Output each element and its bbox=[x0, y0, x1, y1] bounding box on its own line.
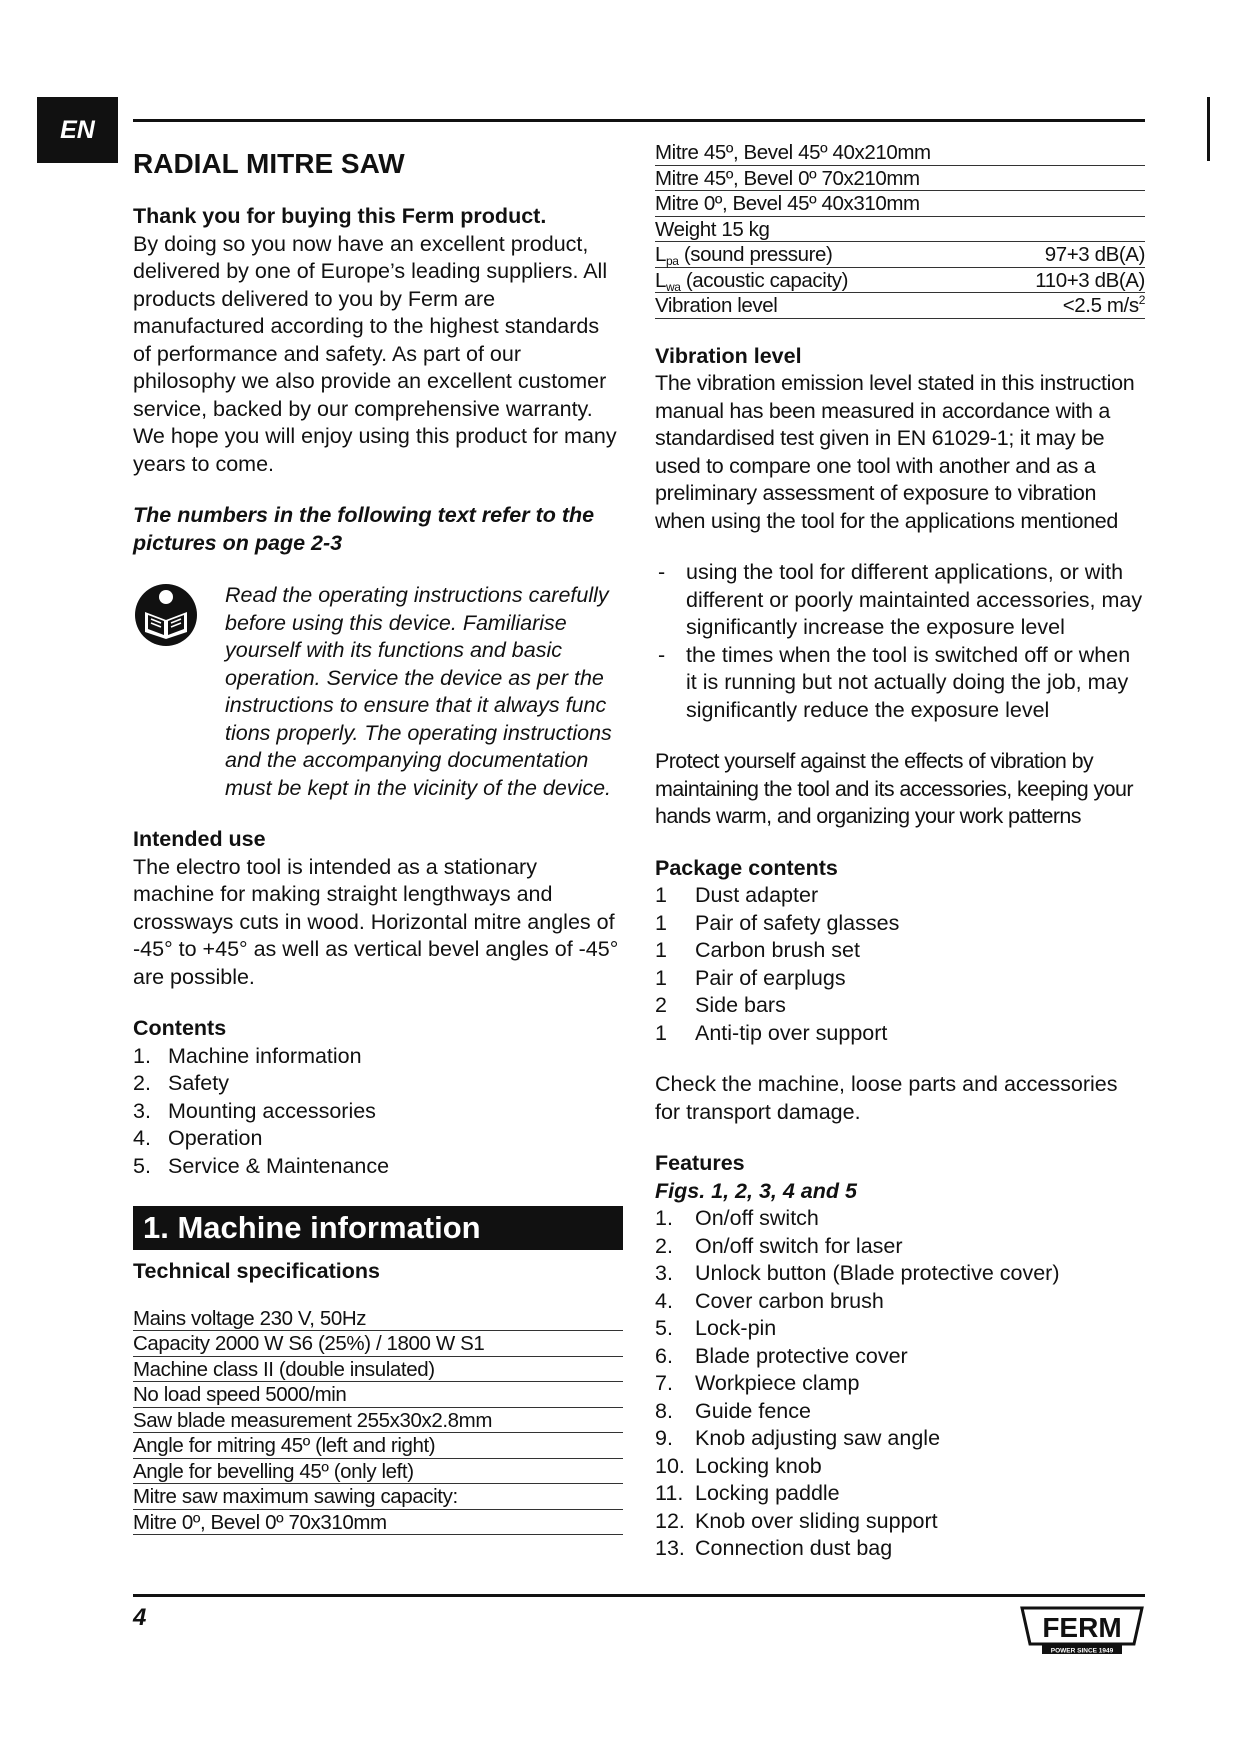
check-text: Check the machine, loose parts and accessories for transport damage. bbox=[655, 1072, 1118, 1124]
right-column bbox=[655, 140, 1145, 1563]
intended-use-heading: Intended use bbox=[133, 827, 266, 851]
list-item: 1 Pair of earplugs bbox=[655, 965, 846, 990]
list-item: 1 Pair of safety glasses bbox=[655, 910, 900, 935]
list-item: 5. Service & Maintenance bbox=[133, 1153, 390, 1178]
list-item: 3. Unlock button (Blade protective cover) bbox=[655, 1261, 1060, 1285]
list-item: 13. Connection dust bag bbox=[655, 1536, 893, 1560]
spec-row: Mitre 0º, Bevel 0º 70x310mm bbox=[133, 1510, 623, 1536]
document-title: RADIAL MITRE SAW bbox=[133, 148, 405, 179]
spec-row: Mitre 0º, Bevel 45º 40x310mm bbox=[655, 191, 1145, 217]
list-item: 11. Locking paddle bbox=[655, 1481, 840, 1505]
list-item: 6. Blade protective cover bbox=[655, 1343, 908, 1368]
ferm-logo bbox=[1020, 1604, 1144, 1656]
list-item: 9. Knob adjusting saw angle bbox=[655, 1426, 941, 1450]
spec-row: Angle for bevelling 45º (only left) bbox=[133, 1459, 623, 1485]
features-list bbox=[655, 1205, 1145, 1563]
spec-row: Mitre 45º, Bevel 45º 40x210mm bbox=[655, 140, 1145, 166]
spec-table-right bbox=[655, 140, 1145, 319]
spec-row: Mitre 45º, Bevel 0º 70x210mm bbox=[655, 166, 1145, 192]
spec-row: Capacity 2000 W S6 (25%) / 1800 W S1 bbox=[133, 1331, 623, 1357]
vibration-body: The vibration emission level stated in this instruction manual has been measured in accordance with a standardised test given in EN 61029-1; it may be used to compare one tool with another and as a preliminary assessment of exposure to vibration when using the tool for the applications mentioned bbox=[655, 371, 1135, 533]
spec-table-left bbox=[133, 1306, 623, 1536]
list-item: 7. Workpiece clamp bbox=[655, 1371, 860, 1395]
protect-text: Protect yourself against the effects of vibration by maintaining the tool and its accessories, keeping your hands warm, and organizing your work patterns bbox=[655, 749, 1133, 828]
features-figs: Figs. 1, 2, 3, 4 and 5 bbox=[655, 1178, 857, 1203]
list-item: 1. On/off switch bbox=[655, 1206, 819, 1230]
top-rule bbox=[133, 119, 1145, 122]
list-item: 1 Anti-tip over support bbox=[655, 1020, 888, 1045]
notice-text: Read the operating instructions carefully before using this device. Familiarise yourself with its functions and basic operation. Service the device as per the instructions to ensure that it always func tions properly. The operating instructions and the accompanying documentation must be kept in the vicinity of the device. bbox=[225, 583, 612, 800]
contents-heading: Contents bbox=[133, 1016, 227, 1040]
contents-list bbox=[133, 1043, 623, 1181]
spec-row: Angle for mitring 45º (left and right) bbox=[133, 1433, 623, 1459]
page-number: 4 bbox=[133, 1604, 147, 1631]
language-tab: EN bbox=[37, 97, 118, 163]
package-heading: Package contents bbox=[655, 855, 838, 880]
spec-row-vibration: Vibration level <2.5 $m/s^2$ bbox=[655, 293, 1145, 317]
spec-row: Machine class II (double insulated) bbox=[133, 1357, 623, 1383]
thanks-body: By doing so you now have an excellent product, delivered by one of Europe’s leading suppliers. All products delivered to you by Ferm are manufactured according to the highest standards of performance and safety. As part of our philosophy we also provide an excellent customer service, backed by our comprehensive warranty. We hope you will enjoy using this product for many years to come. bbox=[133, 231, 617, 476]
pictures-note: The numbers in the following text refer to the pictures on page 2-3 bbox=[133, 503, 595, 555]
list-item: 2. On/off switch for laser bbox=[655, 1233, 903, 1258]
logo-tagline: POWER SINCE 1949 bbox=[1050, 1647, 1114, 1655]
spec-row-lpa: $L_{pa}$ (sound pressure) 97+3 dB(A) bbox=[655, 243, 1145, 268]
logo-wordmark: FERM bbox=[1042, 1612, 1122, 1643]
package-list bbox=[655, 882, 1145, 1047]
list-item: 1. Machine information bbox=[133, 1043, 362, 1068]
list-item: - the times when the tool is switched off or when it is running but not actually doing the job, may significantly reduce the exposure level bbox=[658, 642, 1131, 722]
bottom-rule bbox=[133, 1594, 1145, 1597]
spec-row-lwa: $L_{wa}$ (acoustic capacity) 110+3 dB(A) bbox=[655, 268, 1145, 294]
list-item: 10. Locking knob bbox=[655, 1453, 822, 1478]
tech-spec-heading: Technical specifications bbox=[133, 1259, 380, 1283]
list-item: 8. Guide fence bbox=[655, 1398, 811, 1423]
section-banner: 1. Machine information bbox=[133, 1206, 623, 1250]
features-heading: Features bbox=[655, 1151, 745, 1175]
list-item: 2. Safety bbox=[133, 1071, 229, 1095]
side-mark bbox=[1207, 97, 1210, 161]
manual-notice bbox=[133, 582, 623, 802]
spec-row: Mitre saw maximum sawing capacity: bbox=[133, 1484, 623, 1510]
spec-row: No load speed 5000/min bbox=[133, 1382, 623, 1408]
list-item: 2 Side bars bbox=[655, 993, 786, 1017]
list-item: - using the tool for different applications, or with different or poorly maintainted accessories, may significantly increase the exposure level bbox=[658, 560, 1143, 639]
list-item: 12. Knob over sliding support bbox=[655, 1508, 938, 1533]
list-item: 5. Lock-pin bbox=[655, 1316, 777, 1340]
thanks-heading: Thank you for buying this Ferm product. bbox=[133, 204, 547, 228]
list-item: 4. Operation bbox=[133, 1126, 263, 1150]
spec-row: Saw blade measurement 255x30x2.8mm bbox=[133, 1408, 623, 1434]
list-item: 1 Carbon brush set bbox=[655, 938, 860, 962]
vibration-heading: Vibration level bbox=[655, 343, 802, 368]
list-item: 1 Dust adapter bbox=[655, 883, 819, 907]
spec-row: Mains voltage 230 V, 50Hz bbox=[133, 1306, 623, 1332]
left-column bbox=[133, 140, 623, 1535]
spec-row: Weight 15 kg bbox=[655, 217, 1145, 243]
intended-use-body: The electro tool is intended as a stationary machine for making straight lengthways and crossways cuts in wood. Horizontal mitre angles of -45° to +45° as well as vertical bevel angles of -45° are possible. bbox=[133, 854, 619, 989]
list-item: 3. Mounting accessories bbox=[133, 1098, 376, 1123]
list-item: 4. Cover carbon brush bbox=[655, 1288, 884, 1313]
read-manual-icon bbox=[133, 582, 225, 802]
vibration-bullets bbox=[655, 559, 1145, 724]
